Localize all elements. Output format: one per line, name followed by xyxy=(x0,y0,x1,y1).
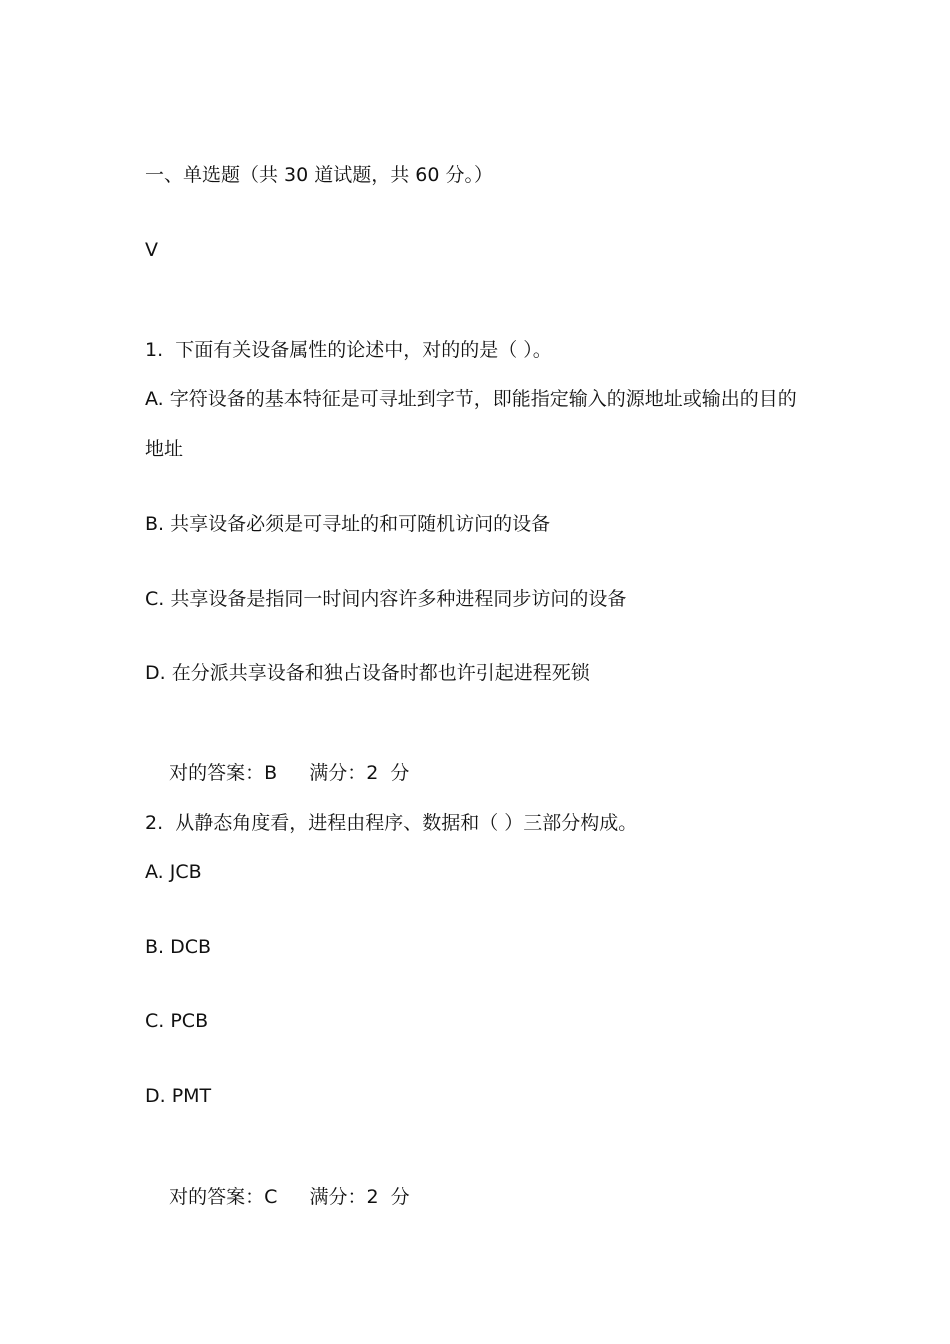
option-b: B. 共享设备必须是可寻址的和可随机访问的设备 xyxy=(145,513,551,535)
option-d: D. PMT xyxy=(145,1085,212,1107)
option-d: D. 在分派共享设备和独占设备时都也许引起进程死锁 xyxy=(145,662,590,684)
correct-answer: 对的答案：B xyxy=(169,762,278,784)
option-a: A. 字符设备的基本特征是可寻址到字节，即能指定输入的源地址或输出的目的 xyxy=(145,388,797,410)
option-c: C. 共享设备是指同一时间内容许多种进程同步访问的设备 xyxy=(145,588,627,610)
correct-answer: 对的答案：C xyxy=(169,1186,278,1208)
section-title: 一、单选题（共 30 道试题，共 60 分。） xyxy=(145,164,494,186)
option-a-continued: 地址 xyxy=(145,438,184,460)
option-b: B. DCB xyxy=(145,936,212,958)
answer-row xyxy=(145,734,409,812)
option-a: A. JCB xyxy=(145,861,202,883)
full-score: 满分：2 分 xyxy=(309,762,410,784)
option-c: C. PCB xyxy=(145,1010,209,1032)
section-mark: V xyxy=(145,239,158,261)
question-stem: 2. 从静态角度看，进程由程序、数据和（ ）三部分构成。 xyxy=(145,812,638,834)
full-score: 满分：2 分 xyxy=(309,1186,410,1208)
answer-row xyxy=(145,1158,410,1236)
question-stem: 1. 下面有关设备属性的论述中，对的的是（ ）。 xyxy=(145,339,552,361)
